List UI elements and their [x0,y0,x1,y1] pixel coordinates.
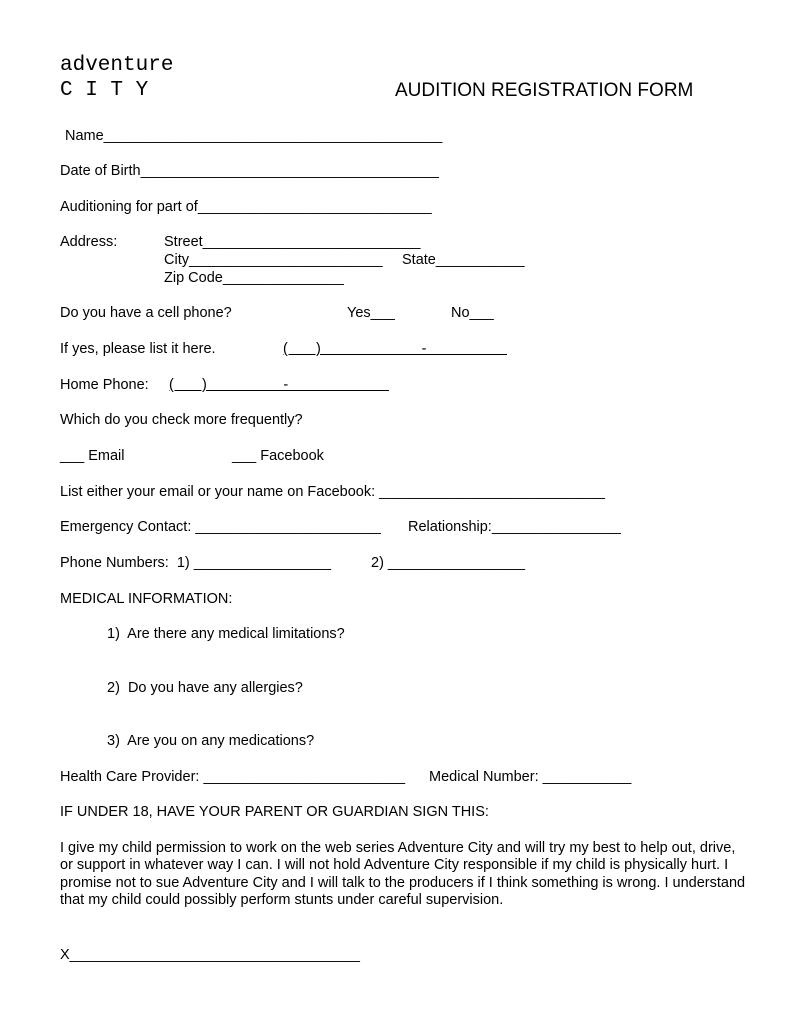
home-phone-field[interactable]: ( ) - [169,377,389,393]
cell-question: Do you have a cell phone? [60,305,232,321]
city-field[interactable]: City________________________ [164,252,383,268]
logo-line-city: C I T Y [60,79,149,102]
form-title: AUDITION REGISTRATION FORM [395,80,694,101]
cell-yes-option[interactable]: Yes___ [347,305,395,321]
emergency-contact-field[interactable]: Emergency Contact: _______________________ [60,519,381,535]
audition-part-field[interactable]: Auditioning for part of_____________________________ [60,199,432,215]
address-label: Address: [60,234,118,250]
phone-number-2-field[interactable]: 2) _________________ [371,555,526,571]
home-phone-label: Home Phone: [60,377,149,393]
name-field[interactable]: Name__________________________________________ [65,128,443,144]
zip-field[interactable]: Zip Code_______________ [164,270,344,286]
medical-number-field[interactable]: Medical Number: ___________ [429,769,632,785]
cell-number-field[interactable]: ( ) - [283,341,507,357]
medical-question-2: 2) Do you have any allergies? [107,680,303,696]
medical-header: MEDICAL INFORMATION: [60,591,233,607]
signature-field[interactable]: X____________________________________ [60,947,360,963]
phone-number-1-field[interactable]: Phone Numbers: 1) _________________ [60,555,331,571]
permission-paragraph: I give my child permission to work on the web series Adventure City and will try my best to help out, drive, or support in whatever way I can. I will not hold Adventure City responsible if my child is physically hurt. I promise not to sue Adventure City and I will talk to the producers if I think something is wrong. I understand that my child could possibly perform stunts under careful supervision. [60,840,746,909]
cell-list-label: If yes, please list it here. [60,341,216,357]
medical-question-1: 1) Are there any medical limitations? [107,626,345,642]
cell-no-option[interactable]: No___ [451,305,494,321]
email-option[interactable]: ___ Email [60,448,125,464]
logo-line-adventure: adventure [60,54,174,77]
street-field[interactable]: Street___________________________ [164,234,421,250]
guardian-header: IF UNDER 18, HAVE YOUR PARENT OR GUARDIAN SIGN THIS: [60,804,489,820]
check-question: Which do you check more frequently? [60,412,303,428]
state-field[interactable]: State___________ [402,252,525,268]
email-or-facebook-field[interactable]: List either your email or your name on Facebook: ____________________________ [60,484,605,500]
health-provider-field[interactable]: Health Care Provider: _________________________ [60,769,406,785]
dob-field[interactable]: Date of Birth_____________________________________ [60,163,439,179]
facebook-option[interactable]: ___ Facebook [232,448,324,464]
relationship-field[interactable]: Relationship:________________ [408,519,621,535]
medical-question-3: 3) Are you on any medications? [107,733,315,749]
